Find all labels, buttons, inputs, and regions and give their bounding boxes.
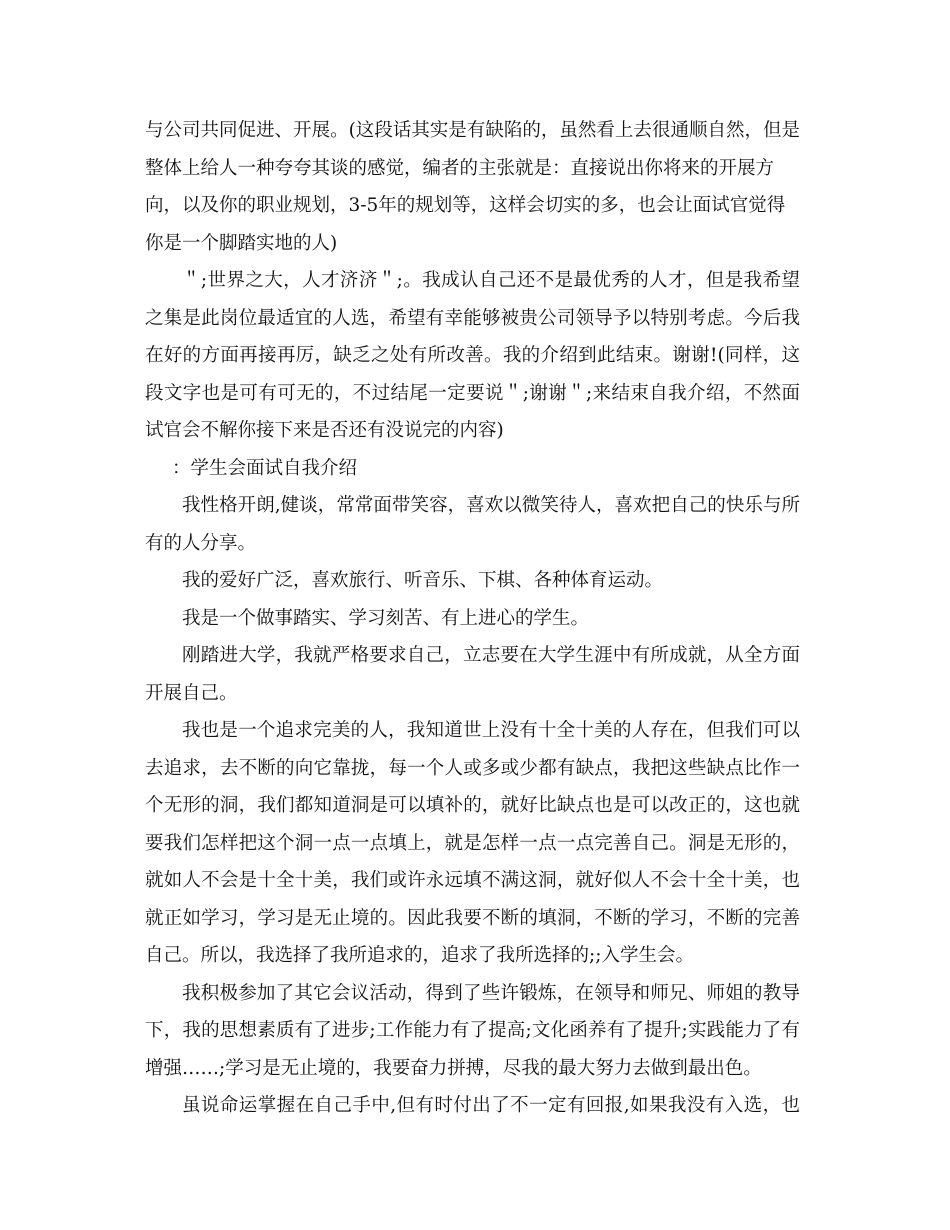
text-line: 我是一个做事踏实、学习刻苦、有上进心的学生。 xyxy=(182,607,590,629)
text-line: 与公司共同促进、开展。(这段话其实是有缺陷的，虽然看上去很通顺自然，但是 xyxy=(145,120,800,141)
text-line: 要我们怎样把这个洞一点一点填上，就是怎样一点一点完善自己。洞是无形的， xyxy=(145,832,800,854)
text-line: 向，以及你的职业规划，3-5年的规划等，这样会切实的多，也会让面试官觉得 xyxy=(145,195,786,216)
text-line: 增强……;学习是无止境的，我要奋力拼搏，尽我的最大努力去做到最出色。 xyxy=(145,1057,762,1079)
text-line: 下，我的思想素质有了进步;工作能力有了提高;文化函养有了提升;实践能力了有 xyxy=(145,1020,800,1041)
text-line: 开展自己。 xyxy=(145,682,238,704)
text-line: 我也是一个追求完美的人，我知道世上没有十全十美的人存在，但我们可以 xyxy=(182,720,800,741)
text-line: 我积极参加了其它会议活动，得到了些许锻炼，在领导和师兄、师姐的教导 xyxy=(182,982,800,1004)
text-line: 去追求，去不断的向它靠拢，每一个人或多或少都有缺点，我把这些缺点比作一 xyxy=(145,757,800,779)
text-line: 就正如学习，学习是无止境的。因此我要不断的填洞，不断的学习，不断的完善 xyxy=(145,907,800,929)
text-line: 在好的方面再接再厉，缺乏之处有所改善。我的介绍到此结束。谢谢!(同样，这 xyxy=(145,345,800,366)
text-line: 试官会不解你接下来是否还有没说完的内容) xyxy=(145,420,504,441)
text-line: ：学生会面试自我介绍 xyxy=(172,457,358,479)
text-line: 有的人分享。 xyxy=(145,532,257,554)
text-line: 自己。所以，我选择了我所追求的，追求了我所选择的;;入学生会。 xyxy=(145,945,694,966)
text-line: 刚踏进大学，我就严格要求自己，立志要在大学生涯中有所成就，从全方面 xyxy=(182,645,800,666)
text-line: 我性格开朗,健谈，常常面带笑容，喜欢以微笑待人，喜欢把自己的快乐与所 xyxy=(182,495,800,516)
text-line: 虽说命运掌握在自己手中,但有时付出了不一定有回报,如果我没有入选，也 xyxy=(182,1095,800,1116)
text-line: 段文字也是可有可无的，不过结尾一定要说＂;谢谢＂;来结束自我介绍，不然面 xyxy=(145,382,800,404)
text-line: 就如人不会是十全十美，我们或许永远填不满这洞，就好似人不会十全十美，也 xyxy=(145,870,800,891)
document-body xyxy=(145,112,800,1125)
text-line: 整体上给人一种夸夸其谈的感觉，编者的主张就是：直接说出你将来的开展方 xyxy=(145,157,775,179)
text-line: 个无形的洞，我们都知道洞是可以填补的，就好比缺点也是可以改正的，这也就 xyxy=(145,795,800,816)
text-line: 之集是此岗位最适宜的人选，希望有幸能够被贵公司领导予以特别考虑。今后我 xyxy=(145,307,800,329)
text-line: 我的爱好广泛，喜欢旅行、听音乐、下棋、各种体育运动。 xyxy=(182,570,664,591)
text-line: ＂;世界之大，人才济济＂;。我成认自己还不是最优秀的人才，但是我希望 xyxy=(182,270,800,291)
text-line: 你是一个脚踏实地的人) xyxy=(145,232,338,254)
